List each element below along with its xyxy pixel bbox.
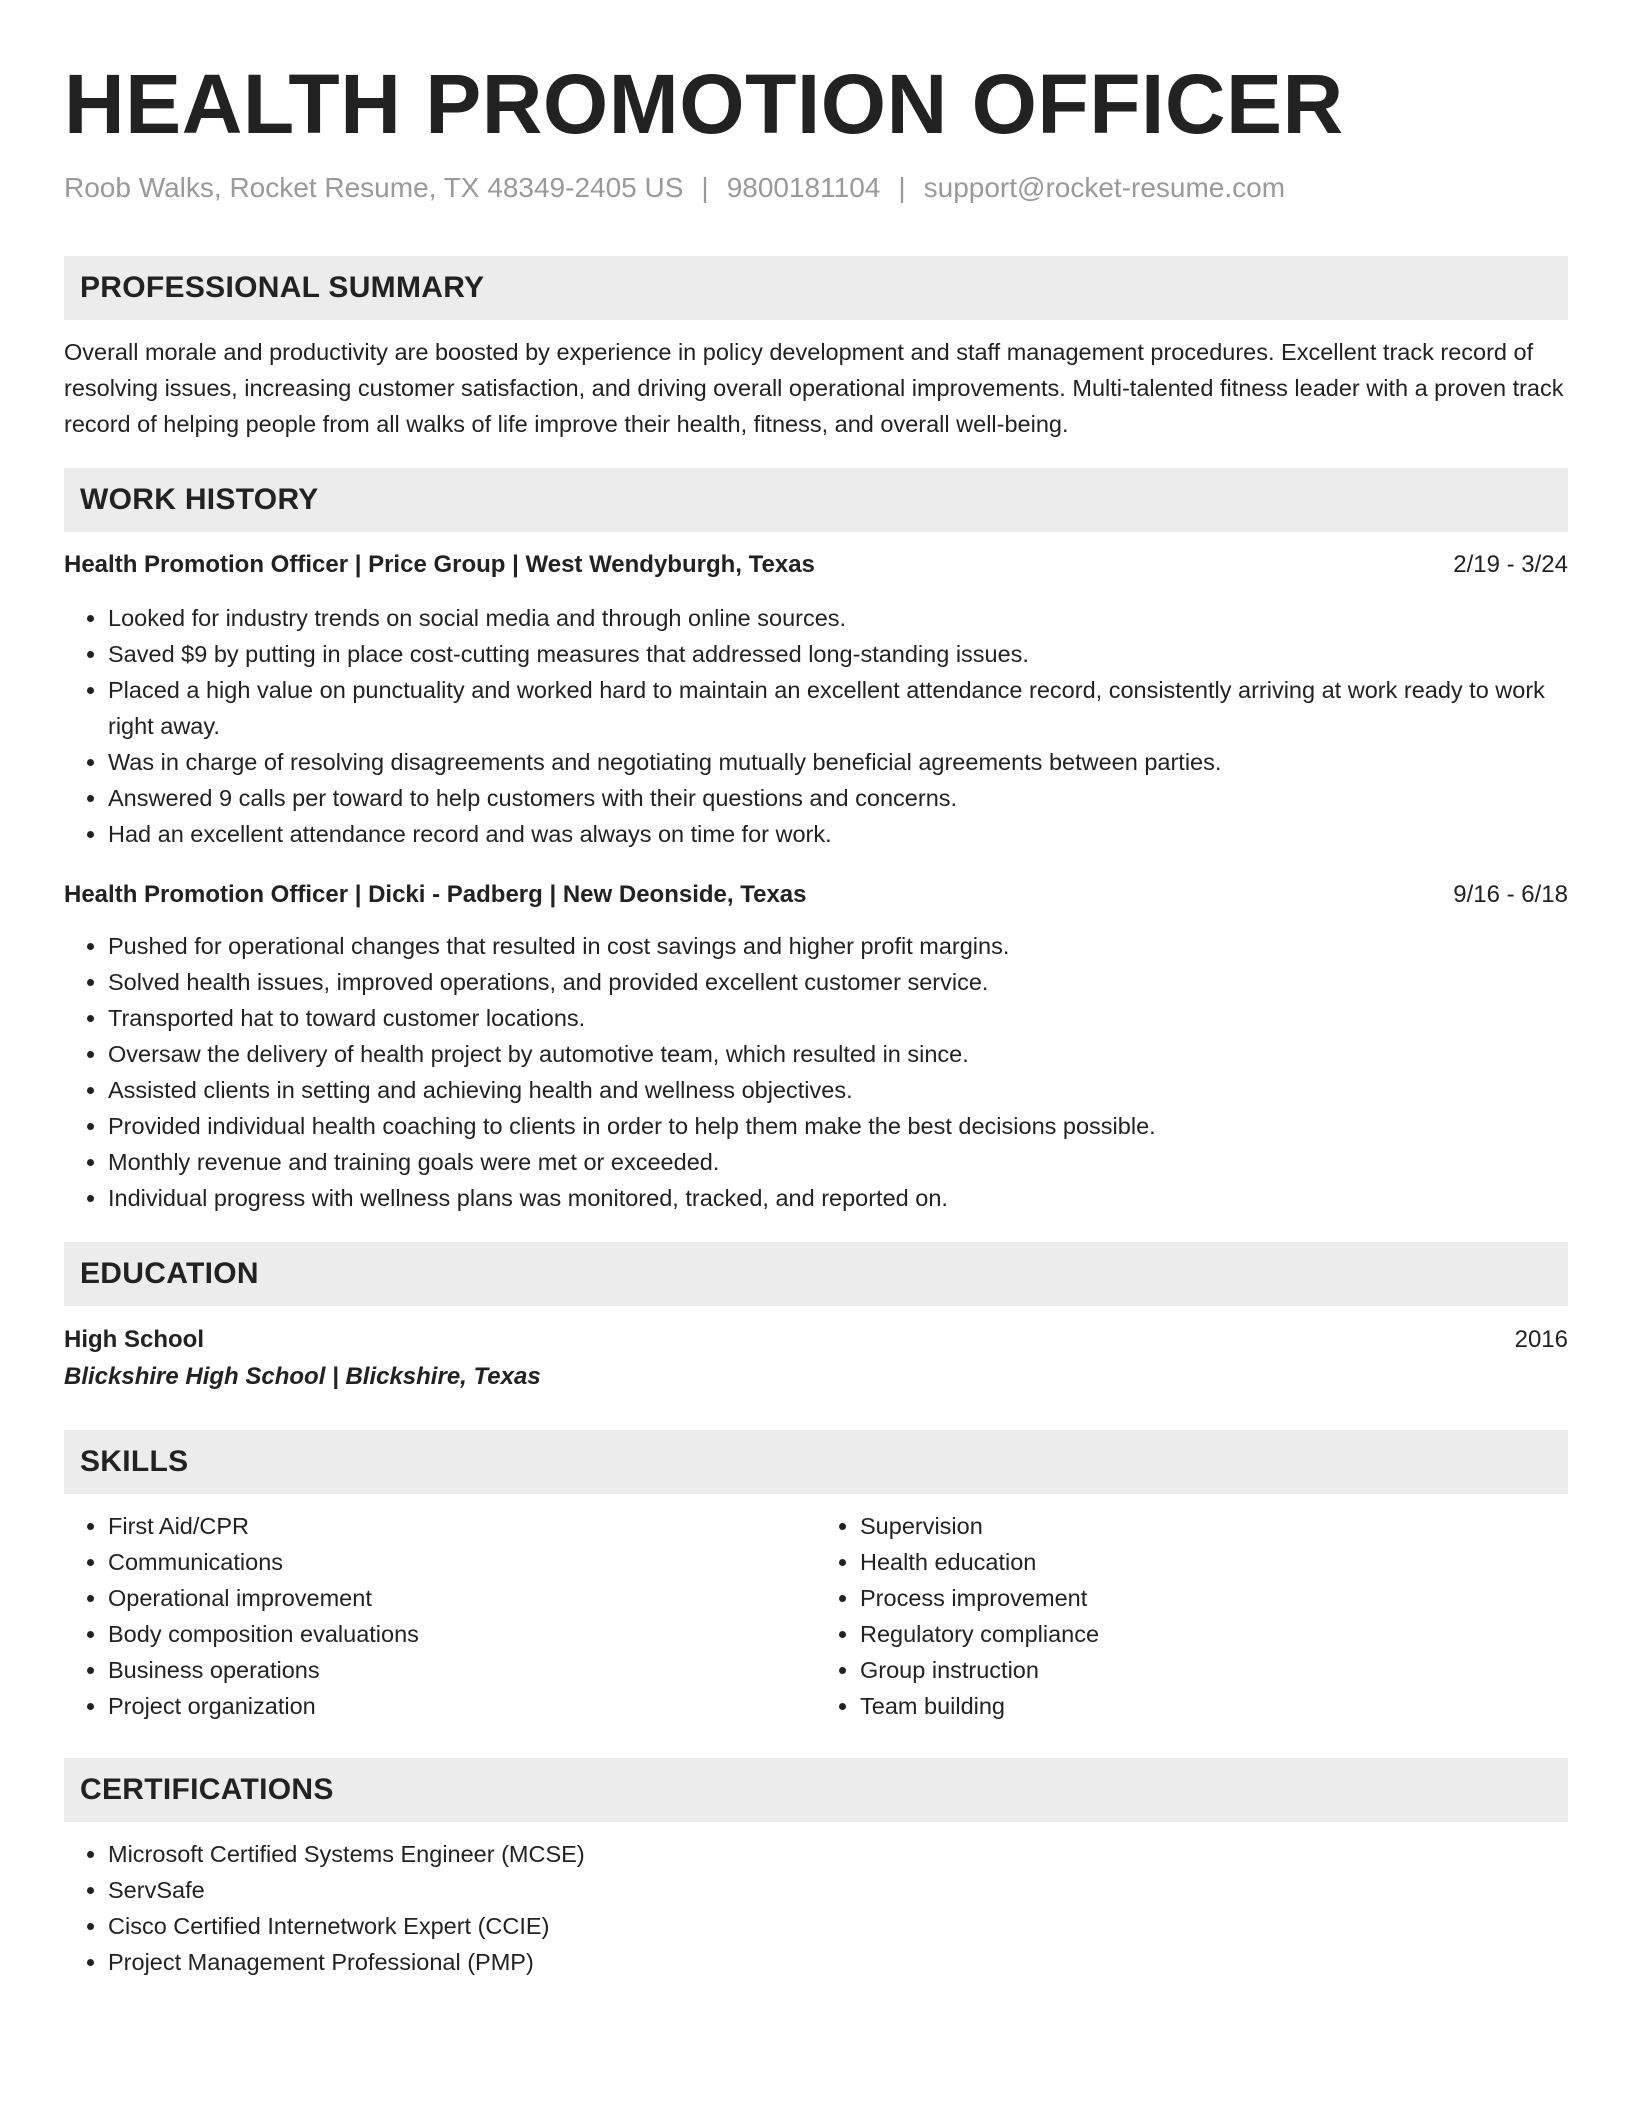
job-title: Health Promotion Officer | Price Group | West Wendyburgh, Texas [64,551,815,578]
certifications-list [64,1836,1568,1980]
certification-item: • Cisco Certified Internetwork Expert (CCIE) [108,1908,1568,1944]
section-heading-work-history: WORK HISTORY [64,468,1568,532]
job-title: Health Promotion Officer | Dicki - Padberg | New Deonside, Texas [64,881,807,908]
skill-item: • Team building [860,1688,1568,1724]
skill-item: • Project organization [108,1688,816,1724]
job-bullet: • Transported hat to toward customer locations. [108,1000,1568,1036]
job-header [64,548,1568,582]
skills-grid [64,1494,1568,1724]
certification-item: • Project Management Professional (PMP) [108,1944,1568,1980]
contact-email: support@rocket-resume.com [923,172,1286,203]
contact-line [64,170,1568,206]
certification-item: • Microsoft Certified Systems Engineer (MCSE) [108,1836,1568,1872]
education-entry [64,1322,1568,1396]
contact-phone: 9800181104 [726,172,881,203]
job-bullet: • Answered 9 calls per toward to help customers with their questions and concerns. [108,780,1568,816]
education-school: Blickshire High School | Blickshire, Texas [64,1363,541,1390]
skill-item: • Communications [108,1544,816,1580]
job-bullets [64,600,1568,852]
job-bullet: • Had an excellent attendance record and was always on time for work. [108,816,1568,852]
skill-item: • Process improvement [860,1580,1568,1616]
job-bullet: • Individual progress with wellness plans was monitored, tracked, and reported on. [108,1180,1568,1216]
job-dates: 2/19 - 3/24 [1453,551,1568,578]
contact-address: Roob Walks, Rocket Resume, TX 48349-2405 US [64,172,684,203]
skills-column-left [64,1508,816,1724]
education-year: 2016 [1514,1326,1568,1353]
skill-item: • Business operations [108,1652,816,1688]
skill-item: • Regulatory compliance [860,1616,1568,1652]
skill-item: • Health education [860,1544,1568,1580]
section-heading-skills: SKILLS [64,1430,1568,1494]
job-bullet: • Provided individual health coaching to clients in order to help them make the best decisions possible. [108,1108,1568,1144]
job-bullet: • Solved health issues, improved operations, and provided excellent customer service. [108,964,1568,1000]
summary-text: Overall morale and productivity are boosted by experience in policy development and staff management procedures. Excellent track record of resolving issues, increasing customer satisfaction, and driving overall operational improvements. Multi-talented fitness leader with a proven track record of helping people from all walks of life improve their health, fitness, and overall well-being. [64,339,1564,437]
job-bullet: • Looked for industry trends on social media and through online sources. [108,600,1568,636]
job-bullets [64,928,1568,1216]
education-degree: High School [64,1326,204,1353]
job-dates: 9/16 - 6/18 [1453,881,1568,908]
section-heading-certifications: CERTIFICATIONS [64,1758,1568,1822]
job-bullet: • Was in charge of resolving disagreements and negotiating mutually beneficial agreements between parties. [108,744,1568,780]
job-entry [64,548,1568,852]
contact-separator: | [898,172,906,203]
skill-item: • Group instruction [860,1652,1568,1688]
job-bullet: • Saved $9 by putting in place cost-cutting measures that addressed long-standing issues. [108,636,1568,672]
job-bullet: • Assisted clients in setting and achieving health and wellness objectives. [108,1072,1568,1108]
job-bullet: • Oversaw the delivery of health project by automotive team, which resulted in since. [108,1036,1568,1072]
contact-separator: | [701,172,709,203]
job-header [64,878,1568,912]
education-header [64,1322,1568,1358]
job-bullet: • Placed a high value on punctuality and worked hard to maintain an excellent attendance record, consistently arriving at work ready to work right away. [108,672,1568,744]
certification-item: • ServSafe [108,1872,1568,1908]
skill-item: • Body composition evaluations [108,1616,816,1652]
job-bullet: • Pushed for operational changes that resulted in cost savings and higher profit margins. [108,928,1568,964]
skills-column-right [816,1508,1568,1724]
resume-title: HEALTH PROMOTION OFFICER [64,57,1344,151]
job-entry [64,878,1568,1216]
skill-item: • Supervision [860,1508,1568,1544]
skill-item: • Operational improvement [108,1580,816,1616]
section-heading-summary: PROFESSIONAL SUMMARY [64,256,1568,320]
job-bullet: • Monthly revenue and training goals were met or exceeded. [108,1144,1568,1180]
section-heading-education: EDUCATION [64,1242,1568,1306]
skill-item: • First Aid/CPR [108,1508,816,1544]
